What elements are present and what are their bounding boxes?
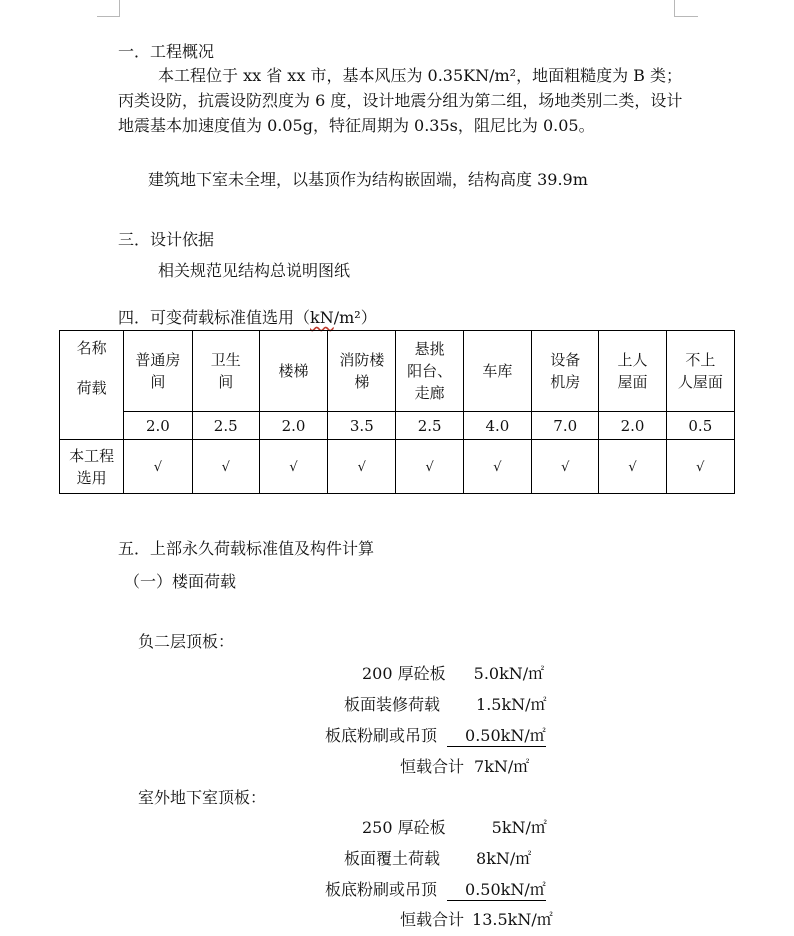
check-mark-icon: √ bbox=[221, 459, 230, 475]
outdoor-row-value: 8kN/㎡ bbox=[476, 849, 532, 868]
check-cell bbox=[666, 440, 734, 494]
check-cell bbox=[192, 440, 259, 494]
check-cell bbox=[259, 440, 327, 494]
b2-row-value: 1.5kN/㎡ bbox=[476, 695, 547, 714]
outdoor-row-label: 250 厚砼板 bbox=[362, 818, 446, 837]
outdoor-row-ceiling bbox=[325, 880, 546, 900]
load-value-cell: 2.0 bbox=[259, 412, 327, 440]
load-value-cell: 0.5 bbox=[666, 412, 734, 440]
col-header-balcony-corridor: 悬挑 阳台、 走廊 bbox=[396, 331, 463, 412]
load-value-cell: 2.0 bbox=[599, 412, 666, 440]
b2-row-value: 0.50kN/㎡ bbox=[447, 726, 546, 747]
check-cell bbox=[396, 440, 463, 494]
outdoor-row-label: 板底粉刷或吊顶 bbox=[325, 880, 438, 899]
load-value-cell: 4.0 bbox=[463, 412, 531, 440]
col-header-garage: 车库 bbox=[463, 331, 531, 412]
embedment-text: 建筑地下室未全埋，以基顶作为结构嵌固端，结构高度 39.9m bbox=[148, 170, 588, 189]
load-value-cell: 3.5 bbox=[328, 412, 396, 440]
load-value-cell: 2.5 bbox=[192, 412, 259, 440]
section-heading-design-basis: 三．设计依据 bbox=[118, 230, 215, 249]
b2-total bbox=[400, 757, 529, 777]
live-load-heading-unit: kN bbox=[310, 308, 334, 327]
load-value-cell: 7.0 bbox=[532, 412, 599, 440]
corner-name-label: 名称 bbox=[76, 339, 107, 357]
b2-row-label: 200 厚砼板 bbox=[362, 664, 446, 683]
crop-mark-left-horizontal bbox=[97, 16, 120, 17]
check-mark-icon: √ bbox=[357, 459, 366, 475]
check-mark-icon: √ bbox=[628, 459, 637, 475]
col-header-fire-stairs: 消防楼 梯 bbox=[328, 331, 396, 412]
b2-row-finish bbox=[344, 695, 547, 715]
outdoor-row-value: 0.50kN/㎡ bbox=[447, 880, 546, 901]
live-load-heading-prefix: 四．可变荷载标准值选用（ bbox=[118, 308, 311, 327]
subsection-floor-load: （一）楼面荷载 bbox=[124, 572, 237, 591]
b2-roof-title: 负二层顶板： bbox=[138, 632, 235, 651]
crop-mark-right-vertical bbox=[674, 0, 675, 16]
selected-row-label: 本工程 选用 bbox=[60, 440, 124, 494]
col-header-stairs: 楼梯 bbox=[259, 331, 327, 412]
embedment-paragraph bbox=[148, 170, 588, 190]
design-basis-text: 相关规范见结构总说明图纸 bbox=[158, 261, 351, 280]
check-cell bbox=[328, 440, 396, 494]
section-heading-overview: 一．工程概况 bbox=[118, 42, 215, 61]
check-mark-icon: √ bbox=[425, 459, 434, 475]
overview-text: 本工程位于 xx 省 xx 市，基本风压为 0.35KN/m²，地面粗糙度为 B 类；丙类设防，抗震设防烈度为 6 度，设计地震分组为第二组，场地类别二类，设计地震基本加速度值为 0.05g，特征周期为 0.35s，阻尼比为 0.05。 bbox=[118, 66, 683, 135]
check-cell bbox=[599, 440, 666, 494]
load-value-cell: 2.0 bbox=[124, 412, 192, 440]
outdoor-row-value: 5kN/㎡ bbox=[491, 818, 547, 837]
b2-total-label: 恒载合计 bbox=[400, 757, 465, 776]
corner-load-label: 荷载 bbox=[76, 379, 107, 397]
col-header-accessible-roof: 上人 屋面 bbox=[599, 331, 666, 412]
b2-row-label: 板底粉刷或吊顶 bbox=[325, 726, 438, 745]
check-mark-icon: √ bbox=[289, 459, 298, 475]
check-mark-icon: √ bbox=[561, 459, 570, 475]
outdoor-total bbox=[400, 910, 553, 930]
check-mark-icon: √ bbox=[696, 459, 705, 475]
b2-row-slab bbox=[362, 664, 544, 684]
section-heading-dead-load: 五．上部永久荷载标准值及构件计算 bbox=[118, 539, 375, 558]
b2-total-value: 7kN/㎡ bbox=[474, 757, 530, 776]
outdoor-row-label: 板面覆土荷载 bbox=[344, 849, 441, 868]
outdoor-roof-title: 室外地下室顶板： bbox=[138, 788, 267, 807]
overview-paragraph bbox=[118, 63, 684, 138]
b2-row-ceiling bbox=[325, 726, 546, 746]
col-header-inaccessible-roof: 不上 人屋面 bbox=[666, 331, 734, 412]
check-mark-icon: √ bbox=[153, 459, 163, 475]
check-cell bbox=[463, 440, 531, 494]
load-value-cell: 2.5 bbox=[396, 412, 463, 440]
check-cell bbox=[532, 440, 599, 494]
table-corner-cell bbox=[60, 331, 124, 440]
check-cell bbox=[124, 440, 192, 494]
col-header-equipment-room: 设备 机房 bbox=[532, 331, 599, 412]
col-header-ordinary-room: 普通房 间 bbox=[124, 331, 192, 412]
section-heading-live-load bbox=[118, 308, 377, 328]
b2-row-label: 板面装修荷载 bbox=[344, 695, 441, 714]
outdoor-row-soil bbox=[344, 849, 531, 869]
live-load-table bbox=[59, 330, 735, 494]
crop-mark-left-vertical bbox=[119, 0, 120, 16]
check-mark-icon: √ bbox=[493, 459, 502, 475]
live-load-heading-suffix: /m²） bbox=[333, 308, 377, 327]
outdoor-row-slab bbox=[362, 818, 547, 838]
outdoor-total-label: 恒载合计 bbox=[400, 910, 465, 929]
b2-row-value: 5.0kN/㎡ bbox=[473, 664, 545, 683]
crop-mark-right-horizontal bbox=[674, 16, 698, 17]
outdoor-total-value: 13.5kN/㎡ bbox=[472, 910, 553, 929]
col-header-toilet: 卫生 间 bbox=[192, 331, 259, 412]
